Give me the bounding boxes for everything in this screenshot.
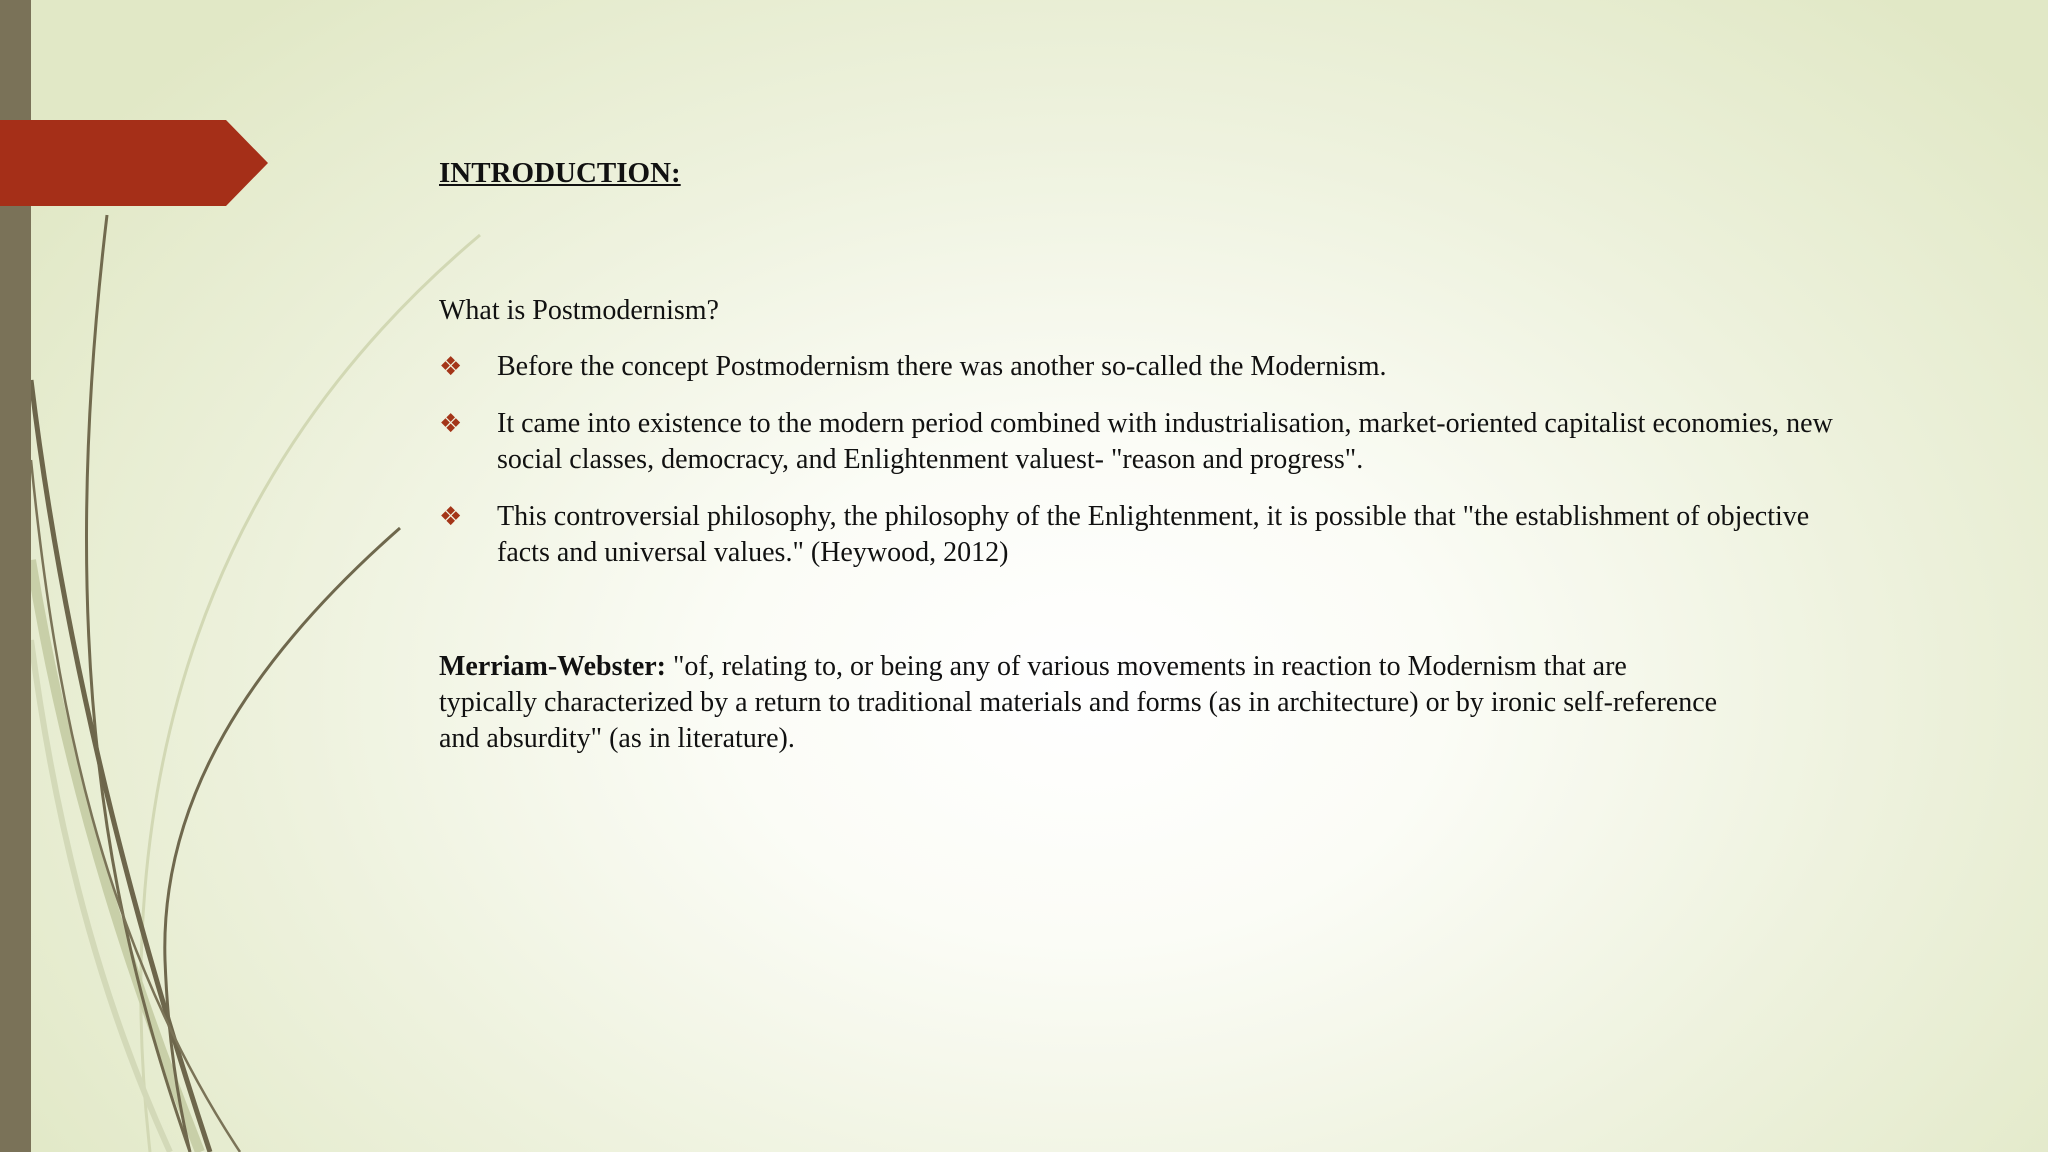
definition-paragraph [439,649,1729,757]
bullet-item [439,406,1839,478]
bullet-text: It came into existence to the modern period combined with industrialisation, market-oriented capitalist economies, new social classes, democracy, and Enlightenment valuest- "reason and progress". [497,408,1833,475]
title-arrow-tab [0,120,268,206]
bullet-list [439,349,1839,571]
slide-content [439,155,1839,757]
bullet-item [439,349,1839,385]
diamond-cluster-icon: ❖ [439,409,463,439]
diamond-cluster-icon: ❖ [439,502,463,532]
definition-term: Merriam-Webster: [439,651,666,682]
bullet-text: Before the concept Postmodernism there was another so-called the Modernism. [497,351,1387,382]
bullet-item [439,499,1839,571]
bullet-text: This controversial philosophy, the philosophy of the Enlightenment, it is possible that "the establishment of objective facts and universal values." (Heywood, 2012) [497,501,1810,568]
question-line: What is Postmodernism? [439,295,719,326]
definition-text: "of, relating to, or being any of various movements in reaction to Modernism that are typically characterized by a return to traditional materials and forms (as in architecture) or by ironic self-reference and absurdity" (as in literature). [439,651,1718,754]
diamond-cluster-icon: ❖ [439,352,463,382]
slide-heading: INTRODUCTION: [439,157,681,189]
